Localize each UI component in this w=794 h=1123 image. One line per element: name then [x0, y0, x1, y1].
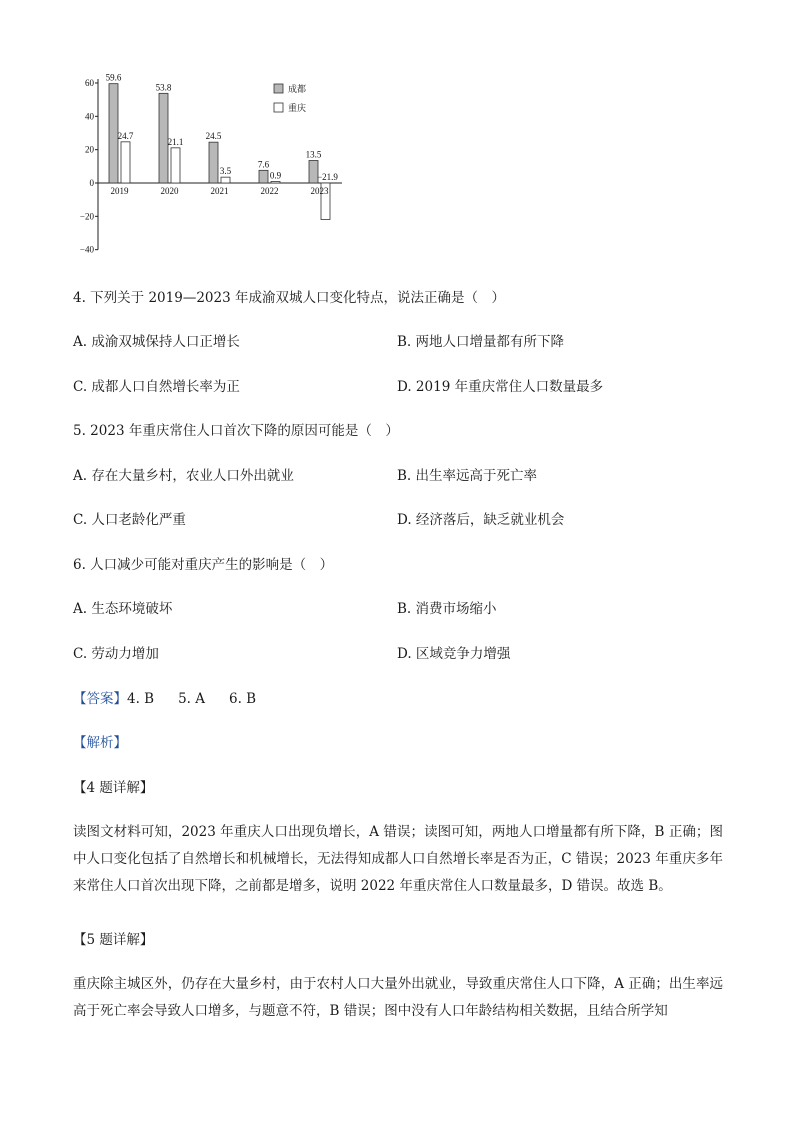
bar-2021-成都 [209, 142, 218, 183]
y-tick-label: −40 [79, 244, 94, 255]
data-label: 3.5 [219, 166, 232, 177]
data-label: 59.6 [105, 72, 122, 83]
data-label: 7.6 [257, 159, 270, 170]
detail-5-text: 重庆除主城区外，仍存在大量乡村，由于农村人口大量外出就业，导致重庆常住人口下降，A 正确；出生率远高于死亡率会导致人口增多，与题意不符，B 错误；图中没有人口年龄结构相关数据，且结合所学知 [73, 976, 723, 1019]
q6-option-a: A. 生态环境破坏 [73, 601, 173, 617]
question-6-stem: 6. 人口减少可能对重庆产生的影响是（ ） [73, 557, 334, 573]
q6-option-b: B. 消费市场缩小 [397, 601, 497, 617]
data-label: −21.9 [317, 172, 338, 182]
data-label: 24.5 [205, 131, 222, 142]
legend-swatch-重庆 [274, 103, 283, 112]
bar-2020-重庆 [171, 148, 180, 183]
q6-option-c: C. 劳动力增加 [73, 646, 159, 662]
y-tick-label: 20 [85, 144, 94, 155]
bar-2021-重庆 [221, 177, 230, 183]
answer-6: 6. B [229, 691, 257, 707]
data-label: 13.5 [305, 149, 322, 160]
chart-legend [274, 83, 306, 114]
y-tick-label: −20 [79, 211, 94, 222]
detail-4-text: 读图文材料可知，2023 年重庆人口出现负增长，A 错误；读图可知，两地人口增量都有所下降，B 正确；图中人口变化包括了自然增长和机械增长，无法得知成都人口自然增长率是否为正，C 错误；2023 年重庆多年来常住人口首次出现下降，之前都是增多，说明 2022 年重庆常住人口数量最多，D 错误。故选 B。 [73, 824, 723, 894]
data-label: 21.1 [167, 136, 184, 147]
data-label: 24.7 [117, 130, 134, 141]
legend-label: 成都 [288, 85, 307, 95]
q6-option-d: D. 区域竞争力增强 [397, 646, 511, 662]
y-tick-label: 40 [85, 111, 94, 122]
population-bar-chart [60, 60, 360, 270]
q5-option-c: C. 人口老龄化严重 [73, 512, 186, 528]
answer-label: 【答案】 [73, 691, 127, 707]
analysis-label: 【解析】 [73, 735, 127, 751]
data-label: 53.8 [155, 82, 172, 93]
question-4-stem: 4. 下列关于 2019—2023 年成渝双城人口变化特点，说法正确是（ ） [73, 290, 505, 306]
detail-4-label: 【4 题详解】 [73, 780, 154, 796]
q5-option-a: A. 存在大量乡村，农业人口外出就业 [73, 468, 294, 484]
y-tick-label: 0 [89, 178, 94, 188]
x-tick-label: 2019 [110, 186, 129, 196]
answer-line [73, 690, 256, 708]
x-tick-label: 2021 [210, 186, 229, 196]
answer-4: 4. B [127, 691, 155, 707]
y-tick-label: 60 [85, 78, 94, 88]
q4-option-a: A. 成渝双城保持人口正增长 [73, 334, 240, 350]
x-tick-label: 2020 [160, 186, 179, 196]
answer-5: 5. A [178, 691, 206, 707]
bar-2019-重庆 [121, 142, 130, 183]
q4-option-d: D. 2019 年重庆常住人口数量最多 [397, 379, 604, 395]
data-label: 0.9 [269, 170, 282, 181]
question-5-stem: 5. 2023 年重庆常住人口首次下降的原因可能是（ ） [73, 423, 399, 439]
x-tick-label: 2022 [260, 186, 279, 196]
q5-option-b: B. 出生率远高于死亡率 [397, 468, 538, 484]
bar-2022-成都 [259, 170, 268, 183]
legend-swatch-成都 [274, 84, 283, 93]
q4-option-b: B. 两地人口增量都有所下降 [397, 334, 565, 350]
legend-label: 重庆 [288, 104, 307, 114]
x-tick-label: 2023 [310, 186, 329, 196]
detail-5-label: 【5 题详解】 [73, 932, 154, 948]
q4-option-c: C. 成都人口自然增长率为正 [73, 379, 240, 395]
bar-2022-重庆 [271, 182, 280, 184]
q5-option-d: D. 经济落后，缺乏就业机会 [397, 512, 565, 528]
